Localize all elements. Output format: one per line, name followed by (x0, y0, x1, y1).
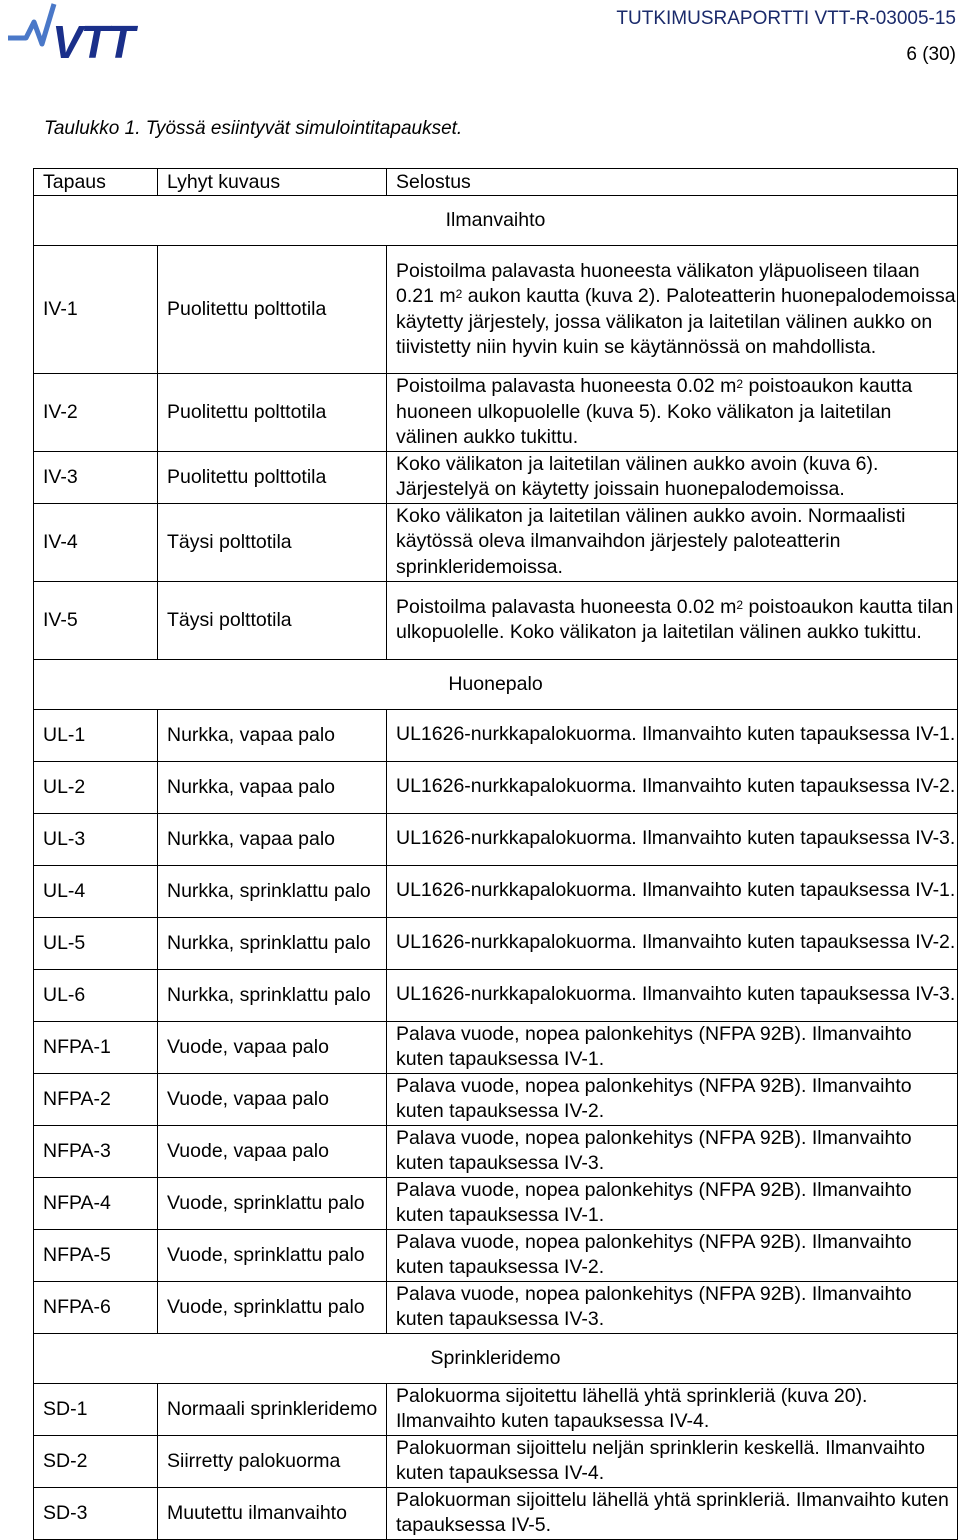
description-text: UL1626-nurkkapalokuorma. Ilmanvaihto kuten tapauksessa IV-3. (396, 983, 956, 1006)
vtt-logo-graphic (8, 0, 188, 66)
vtt-logo (8, 0, 188, 66)
short-description-cell: Vuode, vapaa palo (158, 1125, 387, 1177)
description-text: UL1626-nurkkapalokuorma. Ilmanvaihto kuten tapauksessa IV-2. (396, 775, 956, 798)
short-description-cell: Vuode, sprinklattu palo (158, 1177, 387, 1229)
table-row (34, 969, 958, 1021)
short-description-cell: Puolitettu polttotila (158, 246, 387, 374)
section-row (34, 1333, 958, 1383)
section-row (34, 659, 958, 709)
description-text: Palava vuode, nopea palonkehitys (NFPA 92B). Ilmanvaihto kuten tapauksessa IV-2. (396, 1230, 912, 1278)
case-id-cell: NFPA-5 (34, 1229, 158, 1281)
table-row (34, 1073, 958, 1125)
column-header-description: Selostus (387, 169, 958, 196)
short-description-cell: Normaali sprinkleridemo (158, 1383, 387, 1435)
description-text: Palava vuode, nopea palonkehitys (NFPA 92B). Ilmanvaihto kuten tapauksessa IV-1. (396, 1022, 912, 1070)
description-text: UL1626-nurkkapalokuorma. Ilmanvaihto kuten tapauksessa IV-3. (396, 827, 956, 850)
short-description-cell: Siirretty palokuorma (158, 1435, 387, 1487)
table-row (34, 1229, 958, 1281)
table-row (34, 1281, 958, 1333)
description-cell (387, 1383, 958, 1435)
section-title: Sprinkleridemo (34, 1333, 958, 1383)
area-unit-superscript: 2 (736, 377, 744, 391)
case-id-cell: UL-5 (34, 917, 158, 969)
case-id-cell: SD-2 (34, 1435, 158, 1487)
table-row (34, 1125, 958, 1177)
short-description-cell: Täysi polttotila (158, 503, 387, 581)
case-id-cell: NFPA-3 (34, 1125, 158, 1177)
case-id-cell: SD-3 (34, 1487, 158, 1539)
description-cell (387, 451, 958, 503)
short-description-cell: Nurkka, sprinklattu palo (158, 917, 387, 969)
description-text: UL1626-nurkkapalokuorma. Ilmanvaihto kuten tapauksessa IV-1. (396, 879, 956, 902)
case-id-cell: IV-1 (34, 246, 158, 374)
table-row (34, 761, 958, 813)
description-text: Palava vuode, nopea palonkehitys (NFPA 92B). Ilmanvaihto kuten tapauksessa IV-3. (396, 1282, 912, 1330)
case-id-cell: UL-2 (34, 761, 158, 813)
case-id-cell: NFPA-2 (34, 1073, 158, 1125)
case-id-cell: UL-6 (34, 969, 158, 1021)
case-id-cell: UL-1 (34, 709, 158, 761)
description-text: Palokuorma sijoitettu lähellä yhtä sprinkleriä (kuva 20). Ilmanvaihto kuten tapauksessa IV-4. (396, 1384, 868, 1432)
description-cell (387, 581, 958, 659)
description-cell (387, 1073, 958, 1125)
short-description-cell: Vuode, sprinklattu palo (158, 1281, 387, 1333)
table-row (34, 246, 958, 374)
case-id-cell: UL-4 (34, 865, 158, 917)
description-cell (387, 1229, 958, 1281)
column-header-short-description: Lyhyt kuvaus (158, 169, 387, 196)
table-caption: Taulukko 1. Työssä esiintyvät simulointitapaukset. (44, 118, 463, 139)
section-title: Ilmanvaihto (34, 196, 958, 246)
table-row (34, 1435, 958, 1487)
description-text: Koko välikaton ja laitetilan välinen aukko avoin (kuva 6). Järjestelyä on käytetty joissain huonepalodemoissa. (396, 452, 879, 500)
description-text: Palava vuode, nopea palonkehitys (NFPA 92B). Ilmanvaihto kuten tapauksessa IV-2. (396, 1074, 912, 1122)
case-id-cell: NFPA-6 (34, 1281, 158, 1333)
case-id-cell: NFPA-4 (34, 1177, 158, 1229)
table-row (34, 1177, 958, 1229)
table-row (34, 917, 958, 969)
short-description-cell: Nurkka, sprinklattu palo (158, 865, 387, 917)
short-description-cell: Nurkka, vapaa palo (158, 813, 387, 865)
description-cell (387, 709, 958, 761)
description-cell (387, 503, 958, 581)
short-description-cell: Vuode, sprinklattu palo (158, 1229, 387, 1281)
description-cell (387, 1021, 958, 1073)
description-cell (387, 813, 958, 865)
description-cell (387, 246, 958, 374)
short-description-cell: Puolitettu polttotila (158, 374, 387, 452)
case-id-cell: IV-3 (34, 451, 158, 503)
description-text-continued: poistoaukon kautta huoneen ulkopuolelle (kuva 5). Koko välikaton ja laitetilan välinen aukko tukittu. (396, 375, 913, 448)
section-title: Huonepalo (34, 659, 958, 709)
area-unit-superscript: 2 (455, 287, 463, 301)
description-cell (387, 969, 958, 1021)
table-row (34, 451, 958, 503)
description-text: Palokuorman sijoittelu neljän sprinklerin keskellä. Ilmanvaihto kuten tapauksessa IV-4. (396, 1436, 925, 1484)
case-id-cell: IV-5 (34, 581, 158, 659)
short-description-cell: Täysi polttotila (158, 581, 387, 659)
description-cell (387, 761, 958, 813)
description-text-continued: poistoaukon kautta tilan ulkopuolelle. Koko välikaton ja laitetilan välinen aukko tukittu. (396, 595, 954, 643)
table-row (34, 374, 958, 452)
description-cell (387, 1177, 958, 1229)
table-row (34, 709, 958, 761)
description-text: Poistoilma palavasta huoneesta välikaton yläpuoliseen tilaan 0.21 m (396, 259, 920, 307)
description-text: Koko välikaton ja laitetilan välinen aukko avoin. Normaalisti käytössä oleva ilmanvaihdon järjestely paloteatterin sprinkleridemoissa. (396, 504, 906, 578)
logo-text: VTT (52, 16, 133, 66)
short-description-cell: Muutettu ilmanvaihto (158, 1487, 387, 1539)
report-id: TUTKIMUSRAPORTTI VTT-R-03005-15 (616, 8, 956, 29)
simulation-cases-table (33, 168, 958, 1540)
case-id-cell: IV-2 (34, 374, 158, 452)
description-cell (387, 1281, 958, 1333)
table-row (34, 503, 958, 581)
description-cell (387, 865, 958, 917)
page-number: 6 (30) (906, 44, 956, 65)
case-id-cell: SD-1 (34, 1383, 158, 1435)
table-header-row (34, 169, 958, 196)
short-description-cell: Vuode, vapaa palo (158, 1073, 387, 1125)
short-description-cell: Puolitettu polttotila (158, 451, 387, 503)
short-description-cell: Nurkka, sprinklattu palo (158, 969, 387, 1021)
table-row (34, 1487, 958, 1539)
case-id-cell: NFPA-1 (34, 1021, 158, 1073)
table-row (34, 581, 958, 659)
section-row (34, 196, 958, 246)
case-id-cell: IV-4 (34, 503, 158, 581)
case-id-cell: UL-3 (34, 813, 158, 865)
description-text: Palava vuode, nopea palonkehitys (NFPA 92B). Ilmanvaihto kuten tapauksessa IV-3. (396, 1126, 912, 1174)
short-description-cell: Nurkka, vapaa palo (158, 709, 387, 761)
description-cell (387, 917, 958, 969)
column-header-case: Tapaus (34, 169, 158, 196)
description-text: Palokuorman sijoittelu lähellä yhtä sprinkleriä. Ilmanvaihto kuten tapauksessa IV-5. (396, 1488, 949, 1536)
description-cell (387, 1487, 958, 1539)
description-cell (387, 374, 958, 452)
description-text: Poistoilma palavasta huoneesta 0.02 m (396, 595, 737, 618)
description-cell (387, 1125, 958, 1177)
description-text: Poistoilma palavasta huoneesta 0.02 m (396, 375, 737, 397)
description-text: UL1626-nurkkapalokuorma. Ilmanvaihto kuten tapauksessa IV-2. (396, 931, 956, 954)
short-description-cell: Nurkka, vapaa palo (158, 761, 387, 813)
table-body (34, 196, 958, 1540)
table-row (34, 1383, 958, 1435)
description-text: UL1626-nurkkapalokuorma. Ilmanvaihto kuten tapauksessa IV-1. (396, 723, 956, 746)
description-text-continued: aukon kautta (kuva 2). Paloteatterin huonepalodemoissa käytetty järjestely, jossa välikaton ja laitetilan välinen aukko on tiivistetty niin hyvin kuin se käytännössä on mahdollista. (396, 285, 956, 358)
short-description-cell: Vuode, vapaa palo (158, 1021, 387, 1073)
table-row (34, 813, 958, 865)
description-text: Palava vuode, nopea palonkehitys (NFPA 92B). Ilmanvaihto kuten tapauksessa IV-1. (396, 1178, 912, 1226)
table-row (34, 1021, 958, 1073)
description-cell (387, 1435, 958, 1487)
area-unit-superscript: 2 (736, 597, 744, 612)
table-row (34, 865, 958, 917)
